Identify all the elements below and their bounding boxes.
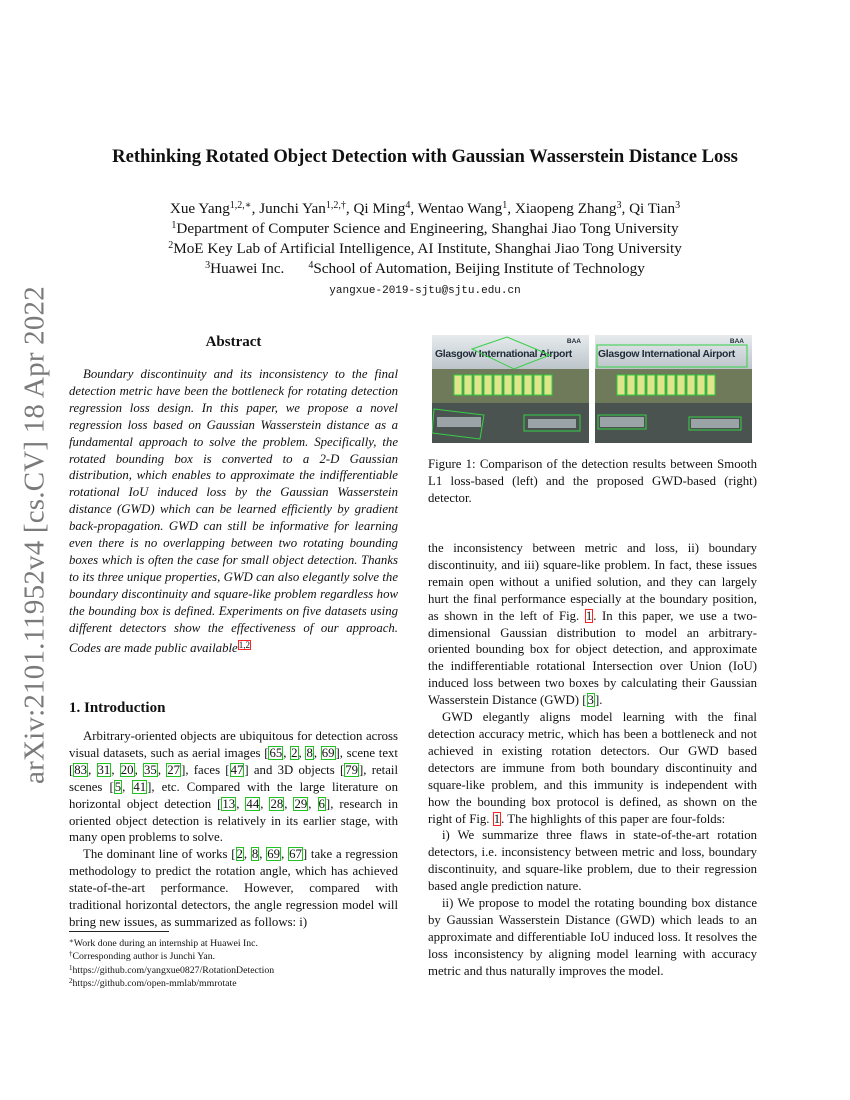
author-mark: 4 [405, 200, 411, 211]
banner-logo-text: BAA [566, 338, 581, 345]
author-block [0, 199, 850, 301]
citation-link[interactable]: 44 [246, 796, 260, 811]
author-mark: 3 [675, 200, 681, 211]
citation-link[interactable]: 35 [144, 762, 157, 777]
footnotes [69, 937, 398, 991]
author-name: Xiaopeng Zhang [514, 200, 617, 217]
footnote-url[interactable]: $^1$https://github.com/yangxue0827/RotationDetection [69, 963, 275, 976]
citation-link[interactable]: 5 [114, 779, 122, 794]
intro-paragraph-1: Arbitrary-oriented objects are ubiquitous for detection across visual datasets, such as aerial images [65, 2, 8, 69], scene text [83, 31, 20, 35, 27], faces [47] and 3D objects [79], retail scenes [5, 41], etc. Compared with the large literature on horizontal object detection [13, 44, 28, 29, 6], research in oriented object detection is relatively in its earlier stage, with many open problems to solve. [69, 729, 399, 845]
citation-link[interactable]: 8 [251, 847, 259, 862]
banner-text: Glasgow International Airport [598, 349, 735, 360]
figure-1-caption: Figure 1: Comparison of the detection results between Smooth L1 loss-based (left) and the proposed GWD-based (right) detector. [428, 457, 757, 505]
citation-link[interactable]: 69 [321, 745, 335, 760]
author-name: Qi Ming [353, 200, 406, 217]
author-mark: 1 [502, 200, 508, 211]
figure-1 [432, 335, 752, 443]
affiliation-1: $^1$Department of Computer Science and Engineering, Shanghai Jiao Tong University [171, 220, 679, 237]
intro-paragraph-2: The dominant line of works [2, 8, 69, 67] take a regression methodology to predict the rotation angle, which has achieved state-of-the-art performance. However, compared with traditional horizontal detectors, the angle regression model will bring new issues, as summarized as follows: i) [69, 847, 399, 929]
right-paragraph-1: the inconsistency between metric and loss, ii) boundary discontinuity, and iii) square-like problem. In fact, these issues remain open without a unified solution, and they can largely hurt the final performance especially at the boundary position, as shown in the left of Fig. 1. In this paper, we use a two-dimensional Gaussian distribution to model an arbitrary-oriented bounding box for object detection, and approximate the indifferentiable rotational Intersection over Union (IoU) induced loss between two boxes by calculating their Gaussian Wasserstein Distance (GWD) [3]. [428, 541, 758, 708]
citation-link[interactable]: 29 [294, 796, 308, 811]
affiliation-2: $^2$MoE Key Lab of Artificial Intelligence, AI Institute, Shanghai Jiao Tong University [168, 240, 682, 257]
citation-link[interactable]: 27 [167, 762, 181, 777]
contribution-1: i) We summarize three flaws in state-of-the-art rotation detectors, i.e. inconsistency between metric and loss, boundary discontinuity, and square-like problem, due to their regression based angle prediction nature. [428, 828, 757, 894]
right-paragraph-2: GWD elegantly aligns model learning with the final detection accuracy metric, which has been a bottleneck and not achieved in existing rotation detectors. Our GWD based detectors are immune from both boundary discontinuity and square-like problem, and this immunity is independent with how the bounding box protocol is defined, as shown on the right of Fig. 1. The highlights of this paper are four-folds: [428, 710, 757, 826]
introduction-heading: 1. Introduction [69, 700, 166, 716]
figure-reference-link[interactable]: 1 [493, 811, 501, 826]
author-name: Wentao Wang [417, 200, 503, 217]
author-name: Xue Yang [169, 200, 230, 217]
citation-link[interactable]: 28 [270, 796, 284, 811]
footnote-link[interactable]: 1,2 [238, 639, 250, 650]
detection-overlay [432, 335, 589, 443]
author-name: Qi Tian [629, 200, 676, 217]
citation-link[interactable]: 83 [74, 762, 88, 777]
citation-link[interactable]: 31 [97, 762, 111, 777]
citation-link[interactable]: 65 [269, 745, 283, 760]
author-mark: 1,2,∗ [229, 200, 252, 211]
affiliation-3-4: $^3$Huawei Inc. $^4$School of Automation, Beijing Institute of Technology [205, 260, 645, 277]
citation-link[interactable]: 20 [120, 762, 134, 777]
abstract-heading: Abstract [205, 334, 262, 350]
footnote: ∗Work done during an internship at Huawei Inc. [69, 937, 258, 949]
footnote: †Corresponding author is Junchi Yan. [69, 950, 216, 963]
citation-link[interactable]: 79 [345, 762, 359, 777]
citation-link[interactable]: 6 [318, 796, 325, 811]
citation-link[interactable]: 2 [291, 745, 298, 760]
paper-title: Rethinking Rotated Object Detection with Gaussian Wasserstein Distance Loss [112, 146, 738, 167]
figure-panel-smooth-l1 [432, 335, 589, 443]
banner-text: Glasgow International Airport [435, 349, 572, 360]
citation-link[interactable]: 69 [267, 847, 281, 862]
citation-link[interactable]: 67 [289, 847, 302, 862]
citation-link[interactable]: 41 [133, 779, 147, 794]
author-name: Junchi Yan [259, 200, 326, 217]
right-column-text [428, 540, 757, 980]
figure-panel-gwd [595, 335, 752, 443]
citation-link[interactable]: 3 [587, 693, 594, 708]
footnote-url[interactable]: $^2$https://github.com/open-mmlab/mmrotate [69, 977, 237, 990]
footnote-rule [69, 931, 169, 932]
introduction-section [69, 700, 398, 931]
arxiv-sidebar-stamp [5, 286, 65, 784]
banner-logo-text: BAA [729, 338, 744, 345]
contribution-2: ii) We propose to model the rotating bounding box distance by Gaussian Wasserstein Distance (GWD) which leads to an approximate and differentiable IoU induced loss. It resolves the loss inconsistency by aligning model learning with accuracy metric and thus naturally improves the model. [428, 896, 757, 978]
author-email[interactable]: yangxue-2019-sjtu@sjtu.edu.cn [329, 285, 521, 297]
citation-link[interactable]: 13 [222, 796, 236, 811]
citation-link[interactable]: 47 [230, 762, 244, 777]
abstract-text: Boundary discontinuity and its inconsistency to the final detection metric have been the bottleneck for rotating detection regression loss design. In this paper, we propose a novel regression loss based on Gaussian Wasserstein distance as a fundamental approach to solve the problem. Specifically, the rotated bounding box is converted to a 2-D Gaussian distribution, which enables to approximate the indifferentiable rotational IoU induced loss by the Gaussian Wasserstein distance (GWD) which can be learned efficiently by gradient back-propagation. GWD can still be informative for learning even there is no overlapping between two rotating bounding boxes which is often the case for small object detection. Thanks to its three unique properties, GWD can also elegantly solve the boundary discontinuity and square-like problem regardless how the bounding box is defined. Experiments on five datasets using different detectors show the effectiveness of our approach. Codes are made public available$^{1,2}$ [69, 367, 398, 655]
citation-link[interactable]: 8 [306, 745, 313, 760]
abstract-section [69, 334, 398, 656]
author-mark: 3 [616, 200, 622, 211]
author-list: Xue Yang$^{1,2,∗}$, Junchi Yan$^{1,2,\dagger}$, Qi Ming$^4$, Wentao Wang$^1$, Xiaopeng Zhang$^3$, Qi Tian$^3$ [169, 200, 681, 217]
detection-overlay [595, 335, 752, 443]
author-mark: 1,2,† [325, 200, 346, 211]
citation-link[interactable]: 2 [236, 847, 243, 862]
figure-reference-link[interactable]: 1 [585, 608, 593, 623]
arxiv-id: arXiv:2101.11952v4 [cs.CV] 18 Apr 2022 [18, 286, 51, 784]
